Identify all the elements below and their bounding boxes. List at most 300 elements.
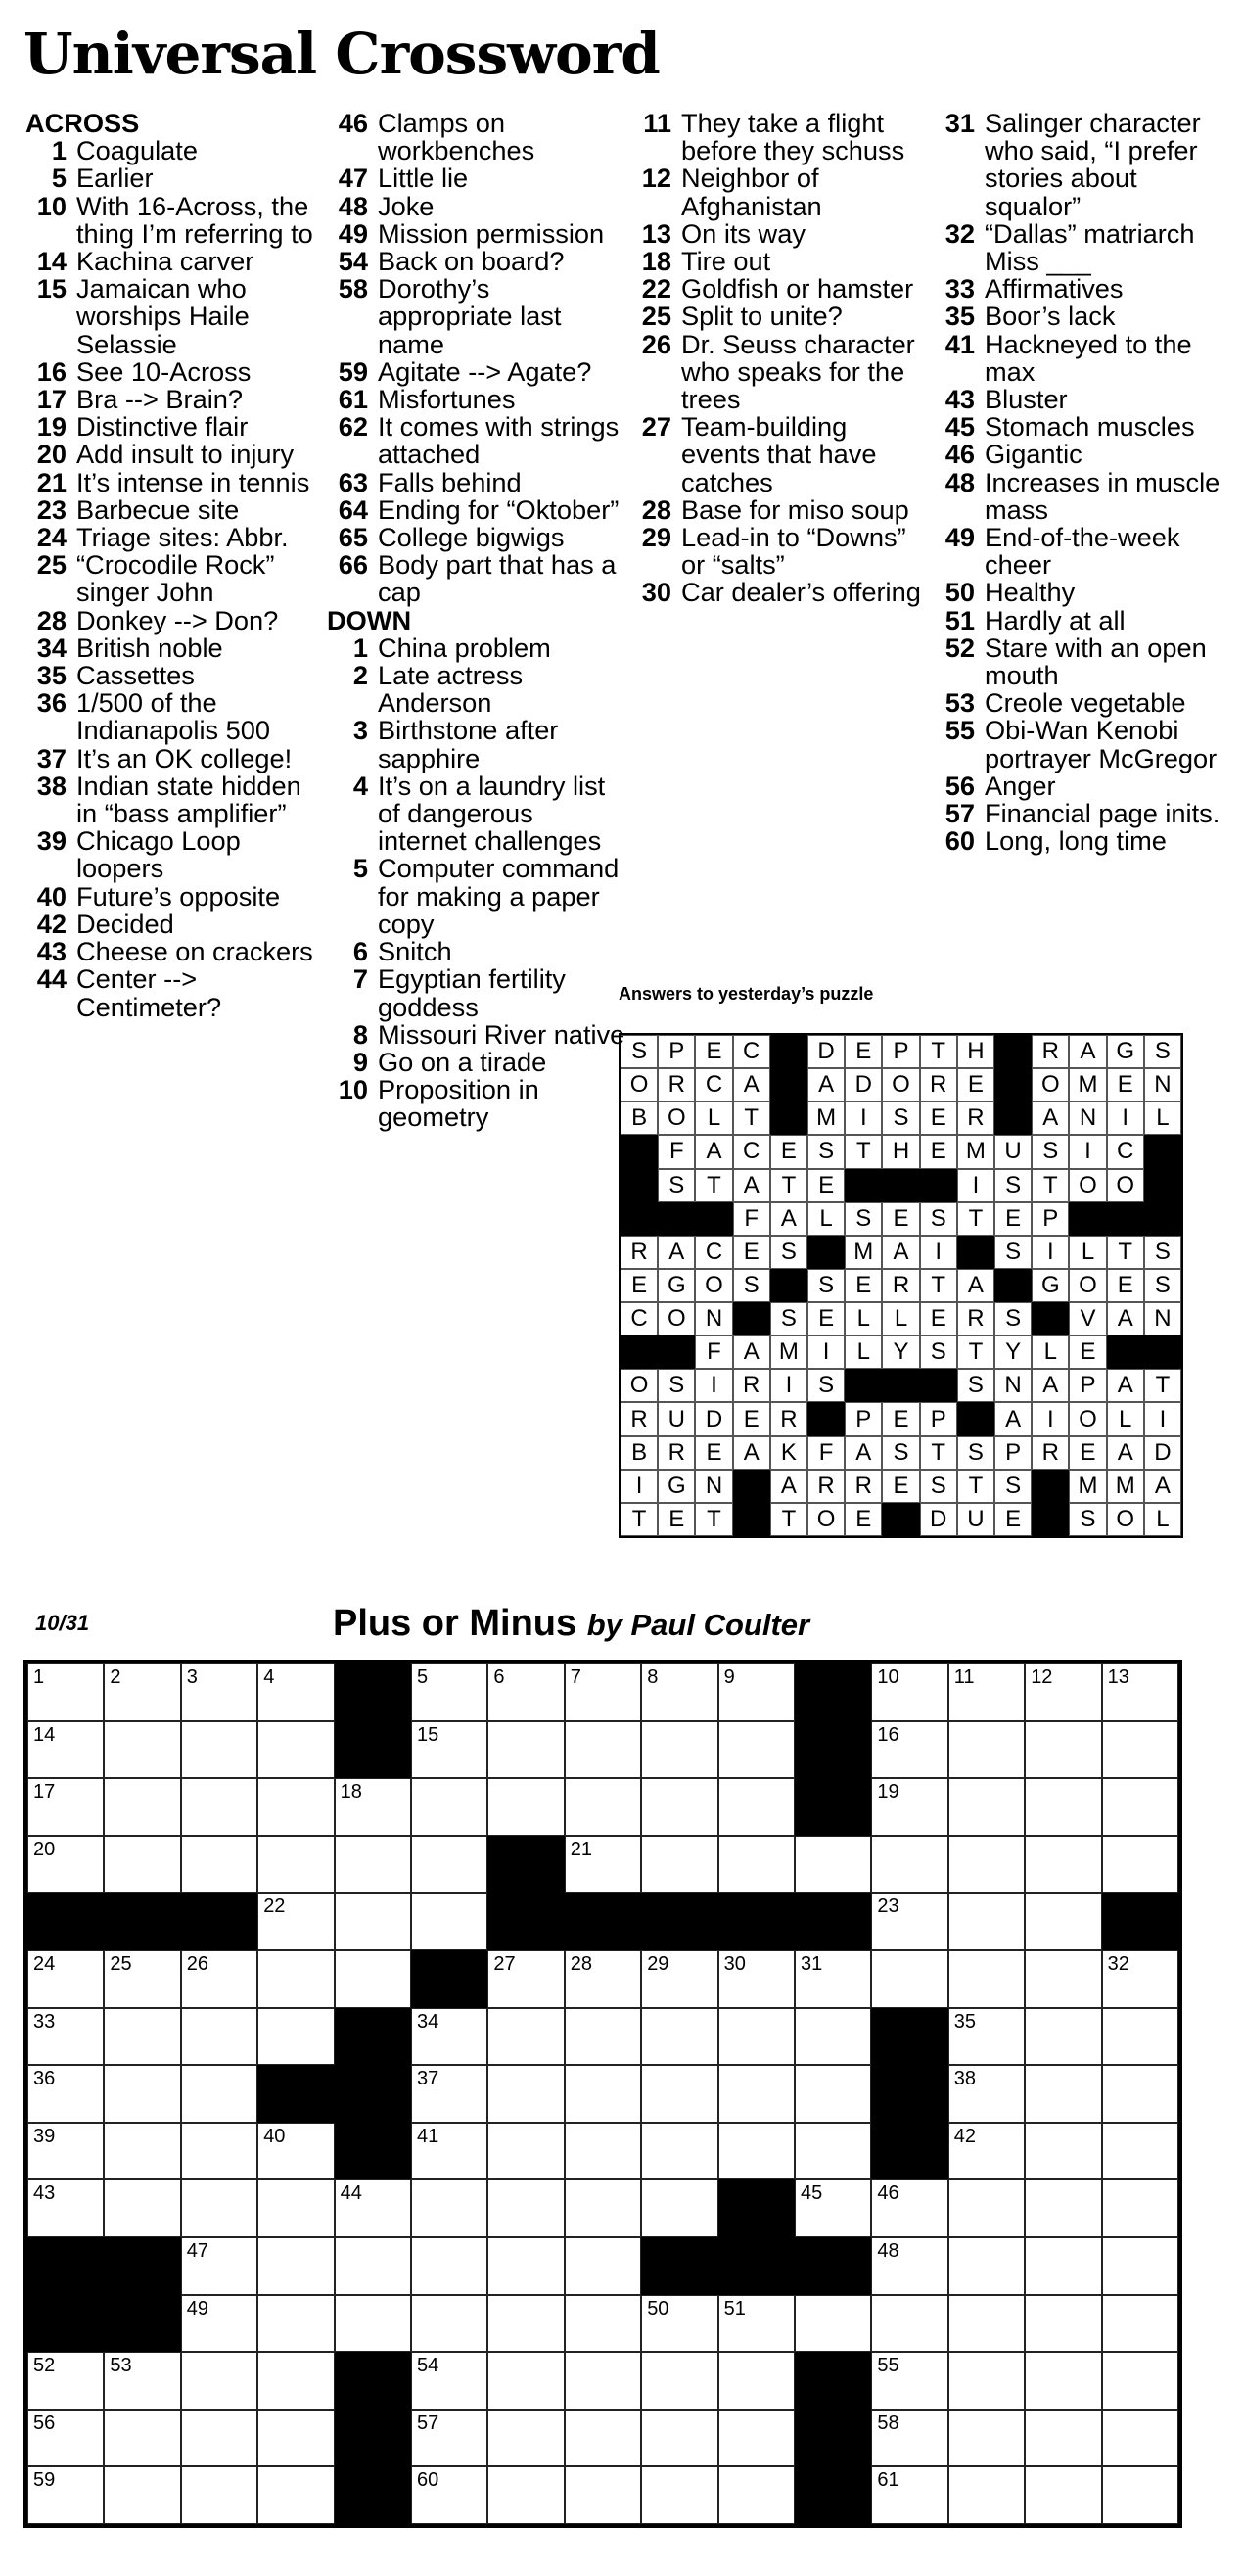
grid-cell[interactable]: [1025, 2295, 1101, 2353]
grid-cell[interactable]: [335, 1836, 411, 1894]
clue-number: 58: [338, 273, 368, 304]
grid-cell[interactable]: [257, 1950, 334, 2008]
clue-text: Team-building events that have catches: [681, 411, 877, 497]
grid-cell[interactable]: [565, 2123, 641, 2180]
grid-cell[interactable]: [718, 2065, 795, 2123]
grid-cell[interactable]: [1102, 1778, 1178, 1836]
clue-across-25: [23, 551, 322, 606]
answer-cell: N: [994, 1369, 1032, 1402]
answer-cell: P: [1069, 1369, 1106, 1402]
answer-cell: L: [1107, 1402, 1144, 1435]
grid-cell[interactable]: [718, 1721, 795, 1779]
grid-cell[interactable]: [27, 1721, 104, 1779]
answer-cell: E: [658, 1503, 695, 1536]
answer-cell: A: [1032, 1101, 1069, 1135]
grid-cell[interactable]: [104, 1950, 180, 2008]
black-square: [335, 2410, 411, 2467]
grid-cell[interactable]: [487, 2352, 564, 2410]
grid-cell[interactable]: [335, 2237, 411, 2295]
grid-cell[interactable]: [1102, 2352, 1178, 2410]
clue-text: Add insult to injury: [76, 439, 295, 470]
answer-cell: R: [733, 1369, 770, 1402]
grid-cell[interactable]: [565, 2008, 641, 2066]
grid-cell[interactable]: [948, 1663, 1025, 1721]
clue-text: See 10-Across: [76, 355, 252, 387]
grid-cell[interactable]: [104, 2352, 180, 2410]
grid-cell[interactable]: [181, 1721, 257, 1779]
cell-number: 58: [877, 2412, 899, 2434]
answer-cell: R: [658, 1068, 695, 1101]
cell-number: 46: [877, 2182, 899, 2205]
grid-cell[interactable]: [871, 2466, 947, 2524]
grid-cell[interactable]: [1025, 2410, 1101, 2467]
grid-cell[interactable]: [1025, 2123, 1101, 2180]
grid-cell[interactable]: [795, 2179, 871, 2237]
answer-black-cell: [658, 1335, 695, 1369]
grid-cell[interactable]: [335, 1950, 411, 2008]
grid-cell[interactable]: [181, 2065, 257, 2123]
answer-cell: E: [1107, 1269, 1144, 1302]
grid-cell[interactable]: [1025, 1721, 1101, 1779]
clue-text: Joke: [378, 190, 435, 221]
answer-cell: R: [658, 1436, 695, 1470]
grid-cell[interactable]: [641, 2295, 717, 2353]
clue-text: Late actress Anderson: [378, 660, 524, 719]
grid-cell[interactable]: [641, 2352, 717, 2410]
grid-cell[interactable]: [27, 1836, 104, 1894]
grid-cell[interactable]: [104, 2065, 180, 2123]
clue-number: 1: [51, 135, 67, 166]
answer-cell: E: [621, 1269, 658, 1302]
grid-cell[interactable]: [871, 1721, 947, 1779]
grid-cell[interactable]: [335, 2295, 411, 2353]
clue-number: 66: [338, 549, 368, 581]
answer-cell: H: [957, 1035, 994, 1068]
grid-cell[interactable]: [104, 2008, 180, 2066]
grid-cell[interactable]: [565, 2179, 641, 2237]
grid-cell[interactable]: [411, 2179, 487, 2237]
grid-cell[interactable]: [487, 2179, 564, 2237]
answer-cell: T: [621, 1503, 658, 1536]
clue-across-38: [23, 770, 322, 829]
grid-cell[interactable]: [487, 2008, 564, 2066]
grid-cell[interactable]: [487, 1721, 564, 1779]
grid-cell[interactable]: [411, 1721, 487, 1779]
clue-number: 41: [944, 328, 975, 359]
grid-cell[interactable]: [487, 1950, 564, 2008]
answer-cell: A: [807, 1068, 845, 1101]
grid-cell[interactable]: [1025, 1950, 1101, 2008]
cell-number: 26: [186, 1952, 209, 1975]
grid-cell[interactable]: [871, 2352, 947, 2410]
grid-cell[interactable]: [27, 1663, 104, 1721]
grid-cell[interactable]: [487, 2237, 564, 2295]
grid-cell[interactable]: [1025, 2065, 1101, 2123]
grid-cell[interactable]: [27, 2466, 104, 2524]
clue-text: Boor’s lack: [985, 301, 1116, 332]
answer-cell: S: [920, 1202, 957, 1236]
grid-cell[interactable]: [27, 2065, 104, 2123]
grid-cell[interactable]: [411, 2410, 487, 2467]
grid-cell[interactable]: [641, 1721, 717, 1779]
answer-cell: D: [695, 1402, 732, 1435]
grid-cell[interactable]: [718, 2008, 795, 2066]
grid-cell[interactable]: [718, 1836, 795, 1894]
grid-cell[interactable]: [641, 1663, 717, 1721]
answer-cell: B: [621, 1436, 658, 1470]
grid-cell[interactable]: [565, 2237, 641, 2295]
grid-cell[interactable]: [257, 2295, 334, 2353]
grid-cell[interactable]: [641, 1950, 717, 2008]
grid-cell[interactable]: [1102, 1836, 1178, 1894]
grid-cell[interactable]: [795, 2295, 871, 2353]
grid-cell[interactable]: [27, 2352, 104, 2410]
grid-cell[interactable]: [104, 2410, 180, 2467]
grid-cell[interactable]: [1102, 2466, 1178, 2524]
grid-cell[interactable]: [948, 2123, 1025, 2180]
grid-cell[interactable]: [487, 2065, 564, 2123]
clue-number: 27: [641, 411, 671, 443]
grid-cell[interactable]: [565, 1663, 641, 1721]
grid-cell[interactable]: [104, 2466, 180, 2524]
clue-across-47: [325, 164, 628, 192]
grid-cell[interactable]: [948, 2179, 1025, 2237]
clue-down-60: [932, 827, 1235, 855]
cell-number: 41: [417, 2125, 439, 2147]
answer-black-cell: [1144, 1335, 1181, 1369]
grid-cell[interactable]: [27, 2123, 104, 2180]
grid-cell[interactable]: [718, 1778, 795, 1836]
clue-across-28: [23, 604, 322, 635]
grid-cell[interactable]: [948, 1836, 1025, 1894]
grid-cell[interactable]: [411, 1778, 487, 1836]
answer-black-cell: [621, 1202, 658, 1236]
grid-cell[interactable]: [871, 1836, 947, 1894]
black-square: [335, 2466, 411, 2524]
answer-cell: D: [920, 1503, 957, 1536]
clue-number: 48: [944, 466, 975, 497]
clue-text: Bluster: [985, 384, 1068, 415]
grid-cell[interactable]: [795, 2065, 871, 2123]
grid-cell[interactable]: [487, 1663, 564, 1721]
clue-number: 52: [944, 632, 975, 663]
grid-cell[interactable]: [795, 2008, 871, 2066]
grid-cell[interactable]: [1025, 1778, 1101, 1836]
grid-cell[interactable]: [411, 2123, 487, 2180]
answer-cell: S: [658, 1169, 695, 1202]
grid-cell[interactable]: [181, 1836, 257, 1894]
clue-text: Distinctive flair: [76, 411, 249, 443]
answer-cell: H: [882, 1135, 919, 1168]
grid-cell[interactable]: [104, 1836, 180, 1894]
grid-cell[interactable]: [1025, 2237, 1101, 2295]
grid-cell[interactable]: [1025, 2352, 1101, 2410]
grid-cell[interactable]: [487, 2410, 564, 2467]
grid-cell[interactable]: [718, 1950, 795, 2008]
grid-cell[interactable]: [27, 2008, 104, 2066]
grid-cell[interactable]: [487, 2123, 564, 2180]
grid-cell[interactable]: [257, 2352, 334, 2410]
grid-cell[interactable]: [1102, 1663, 1178, 1721]
grid-cell[interactable]: [257, 1663, 334, 1721]
black-square: [795, 2237, 871, 2295]
answer-cell: M: [807, 1101, 845, 1135]
grid-cell[interactable]: [565, 2295, 641, 2353]
grid-cell[interactable]: [181, 1778, 257, 1836]
grid-cell[interactable]: [104, 2179, 180, 2237]
grid-cell[interactable]: [871, 1663, 947, 1721]
clue-number: 11: [643, 108, 671, 138]
clue-down-30: [628, 579, 927, 606]
grid-cell[interactable]: [181, 2352, 257, 2410]
answer-cell: A: [957, 1269, 994, 1302]
grid-cell[interactable]: [948, 1721, 1025, 1779]
clue-text: Chicago Loop loopers: [76, 825, 241, 884]
clue-across-40: [23, 880, 322, 912]
clue-text: Cheese on crackers: [76, 936, 313, 967]
grid-cell[interactable]: [871, 2410, 947, 2467]
grid-cell[interactable]: [335, 2179, 411, 2237]
grid-cell[interactable]: [181, 1663, 257, 1721]
grid-cell[interactable]: [104, 2123, 180, 2180]
black-square: [181, 1893, 257, 1950]
clue-number: 26: [641, 328, 671, 359]
clue-across-62: [325, 413, 628, 468]
grid-cell[interactable]: [1025, 2466, 1101, 2524]
answer-cell: R: [845, 1470, 882, 1503]
cell-number: 12: [1031, 1666, 1053, 1688]
grid-cell[interactable]: [181, 2237, 257, 2295]
answer-cell: S: [994, 1236, 1032, 1269]
grid-cell[interactable]: [718, 2123, 795, 2180]
grid-cell[interactable]: [487, 2295, 564, 2353]
grid-cell[interactable]: [565, 1836, 641, 1894]
grid-cell[interactable]: [948, 2466, 1025, 2524]
grid-cell[interactable]: [948, 2410, 1025, 2467]
grid-cell[interactable]: [27, 2410, 104, 2467]
grid-cell[interactable]: [565, 2352, 641, 2410]
black-square: [641, 1893, 717, 1950]
grid-cell[interactable]: [411, 2352, 487, 2410]
clue-across-23: [23, 493, 322, 525]
clue-number: 35: [36, 660, 67, 691]
grid-cell[interactable]: [257, 1721, 334, 1779]
grid-cell[interactable]: [335, 1778, 411, 1836]
grid-cell[interactable]: [181, 2295, 257, 2353]
grid-cell[interactable]: [1025, 1663, 1101, 1721]
cell-number: 35: [953, 2010, 977, 2033]
grid-cell[interactable]: [1025, 2008, 1101, 2066]
cell-number: 22: [263, 1896, 286, 1918]
clue-down-6: [325, 938, 628, 965]
grid-cell[interactable]: [718, 2410, 795, 2467]
grid-cell[interactable]: [411, 1836, 487, 1894]
grid-cell[interactable]: [948, 2237, 1025, 2295]
clue-down-45: [932, 413, 1235, 441]
answer-cell: C: [733, 1135, 770, 1168]
grid-cell[interactable]: [257, 2410, 334, 2467]
grid-cell[interactable]: [1102, 1950, 1178, 2008]
grid-cell[interactable]: [718, 2352, 795, 2410]
grid-cell[interactable]: [1102, 2179, 1178, 2237]
grid-cell[interactable]: [641, 1778, 717, 1836]
clue-text: Snitch: [378, 936, 452, 967]
clue-across-59: [325, 355, 628, 387]
clue-number: 62: [338, 411, 368, 443]
grid-cell[interactable]: [871, 2179, 947, 2237]
answer-cell: T: [770, 1503, 807, 1536]
grid-cell[interactable]: [565, 2065, 641, 2123]
clue-number: 23: [36, 493, 67, 525]
grid-cell[interactable]: [871, 2237, 947, 2295]
grid-cell[interactable]: [948, 1893, 1025, 1950]
grid-cell[interactable]: [948, 1778, 1025, 1836]
grid-cell[interactable]: [257, 1778, 334, 1836]
grid-cell[interactable]: [641, 1836, 717, 1894]
grid-cell[interactable]: [718, 2295, 795, 2353]
grid-cell[interactable]: [411, 2295, 487, 2353]
answer-black-cell: [994, 1035, 1032, 1068]
grid-cell[interactable]: [411, 2237, 487, 2295]
answer-cell: L: [845, 1302, 882, 1335]
clue-number: 37: [36, 742, 67, 773]
answer-cell: S: [1144, 1236, 1181, 1269]
clue-text: With 16-Across, the thing I’m referring to: [76, 190, 313, 249]
grid-cell[interactable]: [257, 1836, 334, 1894]
grid-cell[interactable]: [871, 1950, 947, 2008]
clue-text: They take a flight before they schuss: [681, 108, 905, 166]
grid-cell[interactable]: [948, 2295, 1025, 2353]
answer-cell: T: [1032, 1169, 1069, 1202]
grid-cell[interactable]: [1102, 2123, 1178, 2180]
answer-cell: M: [957, 1135, 994, 1168]
grid-cell[interactable]: [565, 1778, 641, 1836]
grid-cell[interactable]: [565, 1721, 641, 1779]
grid-cell[interactable]: [641, 2065, 717, 2123]
grid-cell[interactable]: [1102, 1721, 1178, 1779]
grid-cell[interactable]: [181, 2466, 257, 2524]
grid-cell[interactable]: [1102, 2008, 1178, 2066]
grid-cell[interactable]: [1102, 2410, 1178, 2467]
clue-text: Go on a tirade: [378, 1046, 547, 1077]
clue-number: 7: [352, 963, 368, 995]
grid-cell[interactable]: [257, 2008, 334, 2066]
answer-cell: S: [882, 1436, 919, 1470]
clue-text: Egyptian fertility goddess: [378, 963, 566, 1022]
grid-cell[interactable]: [335, 1893, 411, 1950]
grid-cell[interactable]: [641, 2123, 717, 2180]
grid-cell[interactable]: [181, 2008, 257, 2066]
answer-cell: N: [1069, 1101, 1106, 1135]
grid-cell[interactable]: [411, 1663, 487, 1721]
grid-cell[interactable]: [27, 2179, 104, 2237]
grid-cell[interactable]: [1025, 1893, 1101, 1950]
grid-cell[interactable]: [27, 1778, 104, 1836]
grid-cell[interactable]: [795, 1950, 871, 2008]
grid-cell[interactable]: [181, 2410, 257, 2467]
clue-text: Obi-Wan Kenobi portrayer McGregor: [985, 715, 1218, 773]
clue-down-7: [325, 965, 628, 1020]
grid-cell[interactable]: [27, 1950, 104, 2008]
grid-cell[interactable]: [181, 1950, 257, 2008]
grid-cell[interactable]: [795, 1836, 871, 1894]
grid-cell[interactable]: [718, 1663, 795, 1721]
answer-cell: O: [1069, 1169, 1106, 1202]
grid-cell[interactable]: [565, 2410, 641, 2467]
grid-cell[interactable]: [718, 2466, 795, 2524]
grid-cell[interactable]: [795, 2123, 871, 2180]
answer-cell: S: [733, 1269, 770, 1302]
grid-cell[interactable]: [641, 2466, 717, 2524]
clue-across-14: [23, 248, 322, 275]
grid-cell[interactable]: [1102, 2237, 1178, 2295]
grid-cell[interactable]: [411, 2466, 487, 2524]
grid-cell[interactable]: [104, 1663, 180, 1721]
clue-number: 5: [51, 163, 67, 194]
clue-across-66: [325, 551, 628, 606]
grid-cell[interactable]: [181, 2123, 257, 2180]
answer-black-cell: [807, 1402, 845, 1435]
clue-across-36: [23, 689, 322, 744]
grid-cell[interactable]: [1025, 1836, 1101, 1894]
grid-cell[interactable]: [641, 2179, 717, 2237]
answer-cell: I: [1144, 1402, 1181, 1435]
cell-number: 25: [110, 1952, 132, 1975]
grid-cell[interactable]: [565, 2466, 641, 2524]
grid-cell[interactable]: [641, 2008, 717, 2066]
grid-cell[interactable]: [257, 2179, 334, 2237]
grid-cell[interactable]: [641, 2410, 717, 2467]
answer-cell: O: [1069, 1269, 1106, 1302]
clue-text: “Crocodile Rock” singer John: [76, 549, 275, 608]
grid-cell[interactable]: [871, 2295, 947, 2353]
grid-cell[interactable]: [257, 2123, 334, 2180]
grid-cell[interactable]: [257, 1893, 334, 1950]
grid-cell[interactable]: [1102, 2295, 1178, 2353]
grid-cell[interactable]: [411, 1893, 487, 1950]
answer-cell: A: [733, 1335, 770, 1369]
grid-cell[interactable]: [871, 1893, 947, 1950]
grid-cell[interactable]: [948, 2352, 1025, 2410]
grid-cell[interactable]: [411, 2065, 487, 2123]
clue-text: Barbecue site: [76, 493, 240, 525]
grid-cell[interactable]: [257, 2237, 334, 2295]
grid-cell[interactable]: [181, 2179, 257, 2237]
answer-cell: S: [994, 1302, 1032, 1335]
answer-cell: E: [770, 1135, 807, 1168]
grid-cell[interactable]: [1025, 2179, 1101, 2237]
grid-cell[interactable]: [487, 1778, 564, 1836]
grid-cell[interactable]: [257, 2466, 334, 2524]
grid-cell[interactable]: [948, 2008, 1025, 2066]
grid-cell[interactable]: [104, 1721, 180, 1779]
grid-cell[interactable]: [871, 1778, 947, 1836]
grid-cell[interactable]: [1102, 2065, 1178, 2123]
answer-cell: R: [957, 1302, 994, 1335]
clue-text: 1/500 of the Indianapolis 500: [76, 687, 271, 746]
answer-black-cell: [1032, 1302, 1069, 1335]
grid-cell[interactable]: [565, 1950, 641, 2008]
grid-cell[interactable]: [411, 2008, 487, 2066]
answer-cell: S: [807, 1135, 845, 1168]
grid-cell[interactable]: [487, 2466, 564, 2524]
clue-number: 38: [36, 770, 67, 801]
grid-cell[interactable]: [948, 1950, 1025, 2008]
grid-cell[interactable]: [948, 2065, 1025, 2123]
grid-cell[interactable]: [104, 1778, 180, 1836]
answer-cell: T: [1144, 1369, 1181, 1402]
answer-cell: S: [920, 1470, 957, 1503]
